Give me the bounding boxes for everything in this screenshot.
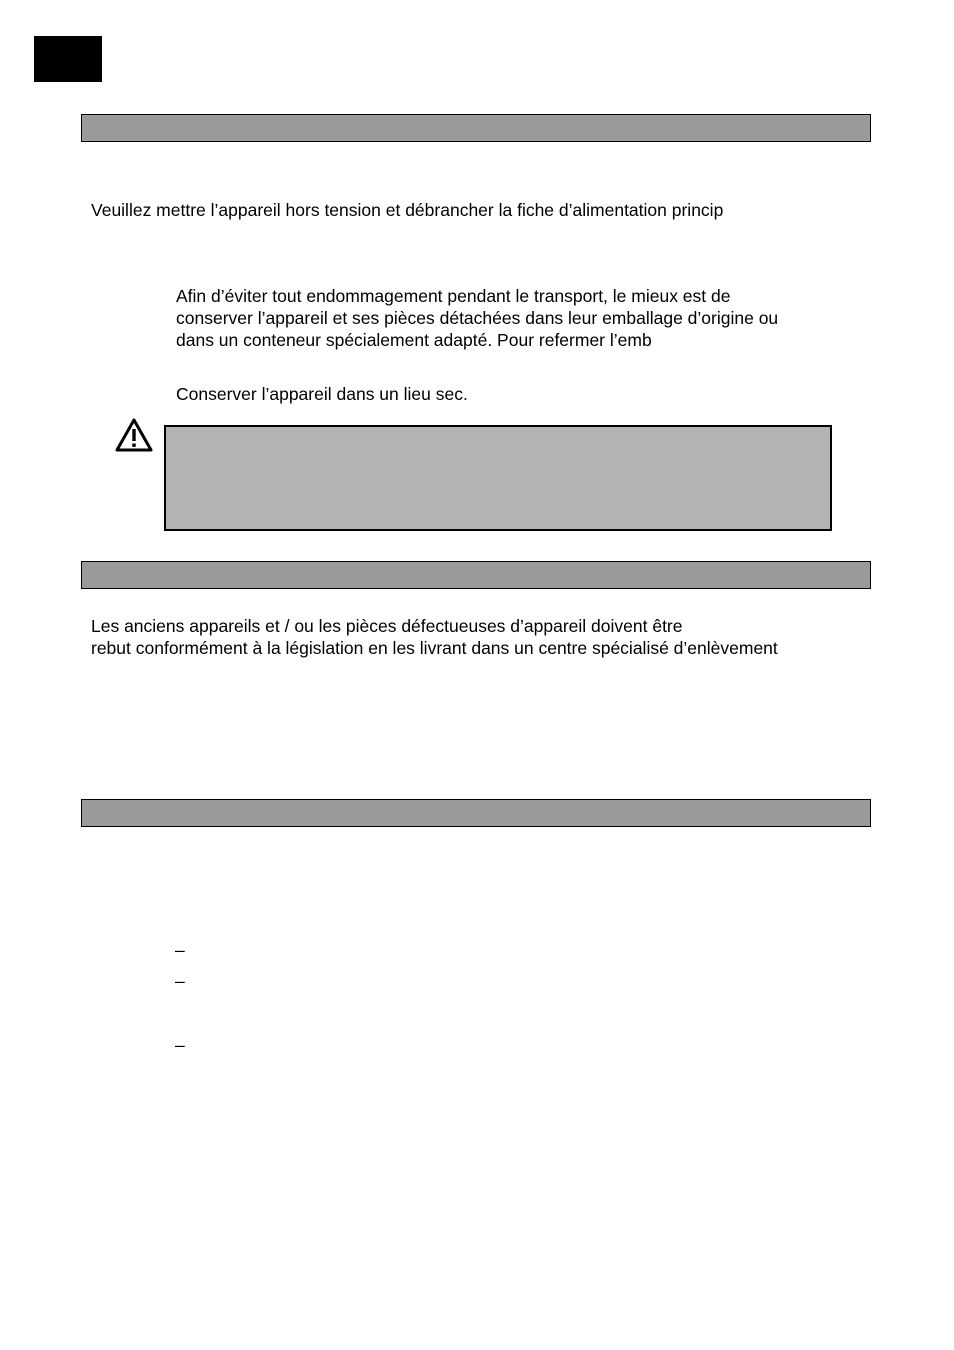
- paragraph-disposal-line-2: rebut conformément à la législation en les livrant dans un centre spécialisé d’enlèvement: [91, 638, 778, 658]
- section-header-bar-1: [81, 114, 871, 142]
- list-item-dash-3: –: [175, 1035, 185, 1055]
- warning-triangle-icon: [114, 417, 154, 453]
- paragraph-storage: Conserver l’appareil dans un lieu sec.: [176, 384, 468, 404]
- paragraph-transport-line-1: Afin d’éviter tout endommagement pendant le transport, le mieux est de: [176, 286, 731, 306]
- list-item-dash-2: –: [175, 971, 185, 991]
- paragraph-transport-line-2: conserver l’appareil et ses pièces détachées dans leur emballage d’origine ou: [176, 308, 779, 328]
- section-header-bar-3: [81, 799, 871, 827]
- page-tab-marker: [34, 36, 102, 82]
- warning-box: [164, 425, 832, 531]
- list-item-dash-1: –: [175, 940, 185, 960]
- paragraph-power-off: Veuillez mettre l’appareil hors tension et débrancher la fiche d’alimentation princip: [91, 200, 724, 220]
- paragraph-transport-line-3: dans un conteneur spécialement adapté. Pour refermer l’emb: [176, 330, 652, 350]
- paragraph-disposal-line-1: Les anciens appareils et / ou les pièces défectueuses d’appareil doivent être: [91, 616, 683, 636]
- section-header-bar-2: [81, 561, 871, 589]
